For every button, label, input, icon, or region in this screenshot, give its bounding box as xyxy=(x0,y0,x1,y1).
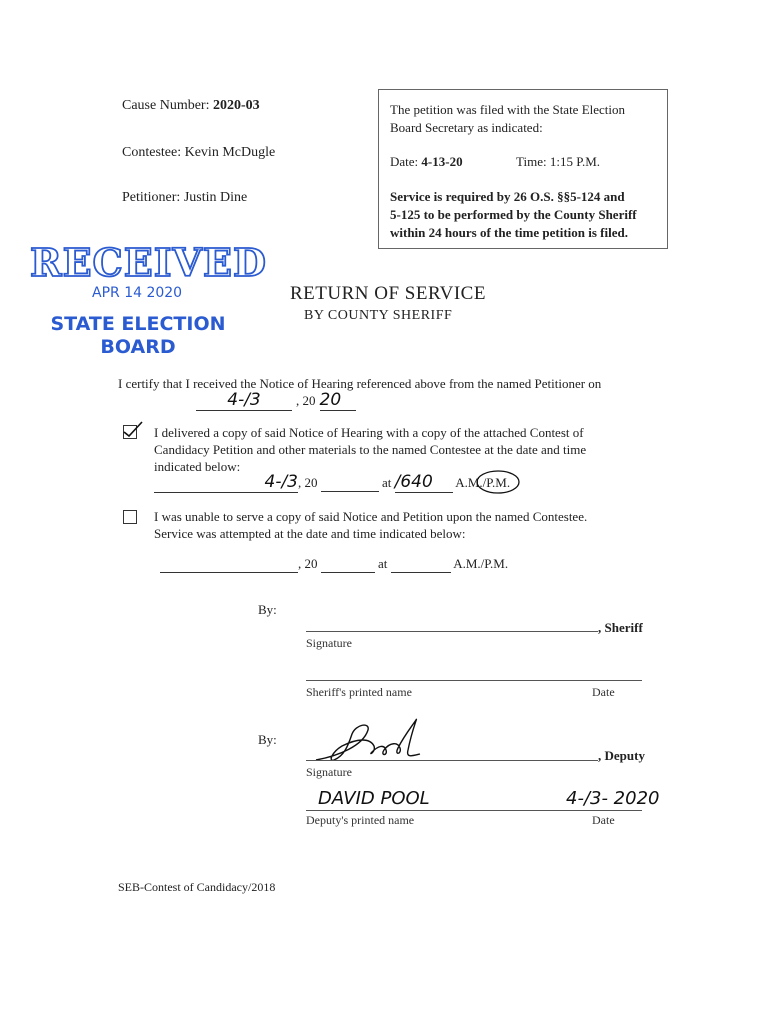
unable-year-prefix: , 20 xyxy=(298,556,318,571)
sheriff-date-caption: Date xyxy=(592,685,615,699)
check-mark-icon xyxy=(122,420,144,438)
delivered-ampm-text: A.M./P.M. xyxy=(455,475,511,490)
cause-value: 2020-03 xyxy=(212,98,260,113)
filing-time xyxy=(516,154,600,170)
delivered-line: indicated below: xyxy=(154,459,241,474)
svg-text:RECEIVED: RECEIVED xyxy=(30,240,267,285)
unable-text xyxy=(154,508,587,542)
certify-hw-year: 20 xyxy=(320,390,356,411)
petitioner xyxy=(122,190,247,206)
unable-datetime xyxy=(160,556,540,573)
sheriff-printed-caption: Sheriff's printed name xyxy=(306,685,412,699)
delivered-checkbox[interactable] xyxy=(123,425,137,439)
date-label: Date: xyxy=(390,154,419,169)
unable-line: Service was attempted at the date and time indicated below: xyxy=(154,526,466,541)
contestee-value: Kevin McDugle xyxy=(184,145,276,160)
cause-label: Cause Number: xyxy=(122,98,210,113)
pm-circle-icon xyxy=(475,469,521,495)
stamp-board-line: BOARD xyxy=(100,336,176,358)
stamp-board-line: STATE ELECTION xyxy=(50,313,226,335)
page-subtitle: BY COUNTY SHERIFF xyxy=(304,308,453,323)
deputy-signature-line[interactable] xyxy=(306,760,598,761)
certify-year-prefix: , 20 xyxy=(296,393,316,408)
delivered-line: Candidacy Petition and other materials to the named Contestee at the date and time xyxy=(154,442,587,457)
service-line: within 24 hours of the time petition is filed. xyxy=(390,225,628,240)
notice-line: The petition was filed with the State Election xyxy=(390,102,626,117)
cause-number xyxy=(122,98,260,114)
unable-checkbox[interactable] xyxy=(123,510,137,524)
delivered-year-blank[interactable] xyxy=(321,475,379,492)
sheriff-role: , Sheriff xyxy=(598,620,643,635)
delivered-hw-time: /640 xyxy=(395,472,453,493)
service-line: Service is required by 26 O.S. §§5-124 and xyxy=(390,189,625,204)
delivered-hw-date: 4-/3 xyxy=(154,472,298,493)
page-title: RETURN OF SERVICE xyxy=(290,283,486,304)
unable-time-blank[interactable] xyxy=(391,556,451,573)
certify-hw-date: 4-/3 xyxy=(196,390,292,411)
unable-at: at xyxy=(378,556,388,571)
deputy-printed-caption: Deputy's printed name xyxy=(306,813,415,827)
deputy-printed-line[interactable] xyxy=(306,810,642,811)
delivered-at: at xyxy=(382,475,392,490)
contestee-label: Contestee: xyxy=(122,145,182,160)
deputy-by: By: xyxy=(258,732,277,747)
deputy-signature-caption: Signature xyxy=(306,765,352,779)
sheriff-signature-line[interactable] xyxy=(306,631,598,632)
service-line: 5-125 to be performed by the County Sheriff xyxy=(390,207,637,222)
time-label: Time: xyxy=(516,154,547,169)
service-requirement xyxy=(390,188,637,242)
stamp-board xyxy=(50,313,226,359)
unable-date-blank[interactable] xyxy=(160,556,298,573)
notice-line: Board Secretary as indicated: xyxy=(390,120,543,135)
delivered-text xyxy=(154,424,586,475)
form-id: SEB-Contest of Candidacy/2018 xyxy=(118,880,276,894)
stamp-date: APR 14 2020 xyxy=(92,285,183,301)
filing-notice-text xyxy=(390,101,625,137)
deputy-signature-image xyxy=(308,716,438,766)
filing-date xyxy=(390,154,463,170)
deputy-hw-date: 4-/3- 2020 xyxy=(566,788,660,809)
delivered-year-prefix: , 20 xyxy=(298,475,318,490)
certify-text: I certify that I received the Notice of Hearing referenced above from the named Petitioner on xyxy=(118,376,602,391)
time-value: 1:15 P.M. xyxy=(549,154,601,169)
contestee xyxy=(122,145,275,161)
delivered-datetime xyxy=(154,472,534,493)
deputy-role: , Deputy xyxy=(598,748,645,763)
sheriff-by: By: xyxy=(258,602,277,617)
unable-year-blank[interactable] xyxy=(321,556,375,573)
received-stamp-logo xyxy=(28,238,267,285)
date-value: 4-13-20 xyxy=(421,154,463,169)
sheriff-signature-caption: Signature xyxy=(306,636,352,650)
delivered-line: I delivered a copy of said Notice of Hearing with a copy of the attached Contest of xyxy=(154,425,584,440)
petitioner-label: Petitioner: xyxy=(122,190,181,205)
certify-date-line xyxy=(196,390,378,410)
received-stamp xyxy=(28,238,267,289)
petitioner-value: Justin Dine xyxy=(183,190,248,205)
sheriff-printed-line[interactable] xyxy=(306,680,642,681)
deputy-hw-name: DAVID POOL xyxy=(318,788,430,809)
delivered-ampm xyxy=(455,475,510,490)
unable-line: I was unable to serve a copy of said Notice and Petition upon the named Contestee. xyxy=(154,509,588,524)
unable-ampm: A.M./P.M. xyxy=(453,556,509,571)
deputy-date-caption: Date xyxy=(592,813,615,827)
